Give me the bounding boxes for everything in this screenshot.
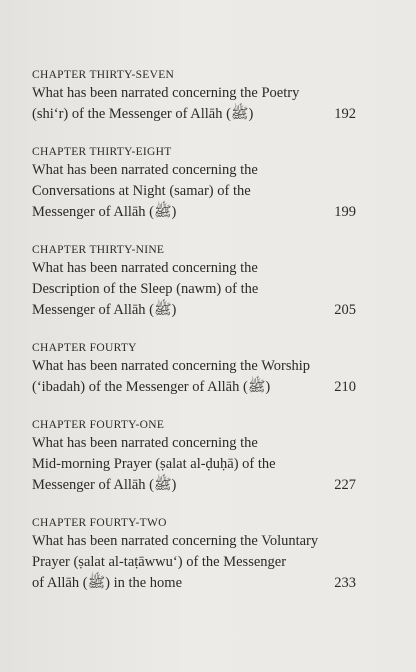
entry-title-line: What has been narrated concerning the Worship	[32, 358, 310, 374]
entry-title-line	[32, 475, 356, 496]
chapter-heading: CHAPTER THIRTY-EIGHT	[32, 146, 172, 158]
entry-title-line	[32, 573, 356, 594]
entry-title-line	[32, 104, 356, 125]
entry-title-text: Messenger of Allāh (ﷺ)	[32, 302, 177, 318]
chapter-heading: CHAPTER FOURTY-ONE	[32, 419, 165, 431]
page-number: 192	[334, 106, 356, 122]
entry-title-line: What has been narrated concerning the	[32, 260, 258, 276]
entry-title-line: What has been narrated concerning the	[32, 435, 258, 451]
toc-entry-chapter-38	[32, 145, 356, 223]
entry-title-line: What has been narrated concerning the Voluntary	[32, 533, 319, 549]
toc-entry-chapter-37	[32, 68, 356, 125]
entry-title-text: Messenger of Allāh (ﷺ)	[32, 204, 177, 220]
page-number: 227	[334, 477, 356, 493]
toc-entry-chapter-40	[32, 341, 356, 398]
chapter-heading: CHAPTER THIRTY-SEVEN	[32, 69, 175, 81]
entry-title-text: (‘ibadah) of the Messenger of Allāh (ﷺ)	[32, 379, 271, 395]
entry-title-line: Prayer (ṣalat al-taṭāwwu‘) of the Messenger	[32, 554, 287, 570]
toc-entry-chapter-42	[32, 516, 356, 594]
entry-title-text: of Allāh (ﷺ) in the home	[32, 575, 183, 591]
chapter-heading: CHAPTER FOURTY	[32, 342, 137, 354]
entry-title-line: What has been narrated concerning the	[32, 162, 258, 178]
toc-entry-chapter-39	[32, 243, 356, 321]
entry-title-line: What has been narrated concerning the Poetry	[32, 85, 300, 101]
table-of-contents	[32, 68, 356, 614]
entry-title-line: Conversations at Night (samar) of the	[32, 183, 251, 199]
chapter-heading: CHAPTER THIRTY-NINE	[32, 244, 165, 256]
entry-title-line: Mid-morning Prayer (ṣalat al-ḍuḥā) of the	[32, 456, 276, 472]
chapter-heading: CHAPTER FOURTY-TWO	[32, 517, 167, 529]
page-number: 199	[334, 204, 356, 220]
entry-title-text: (shi‘r) of the Messenger of Allāh (ﷺ)	[32, 106, 254, 122]
entry-title-line	[32, 377, 356, 398]
page-number: 205	[334, 302, 356, 318]
page-number: 210	[334, 379, 356, 395]
entry-title-text: Messenger of Allāh (ﷺ)	[32, 477, 177, 493]
entry-title-line	[32, 202, 356, 223]
entry-title-line	[32, 300, 356, 321]
entry-title-line: Description of the Sleep (nawm) of the	[32, 281, 259, 297]
page-number: 233	[334, 575, 356, 591]
toc-entry-chapter-41	[32, 418, 356, 496]
